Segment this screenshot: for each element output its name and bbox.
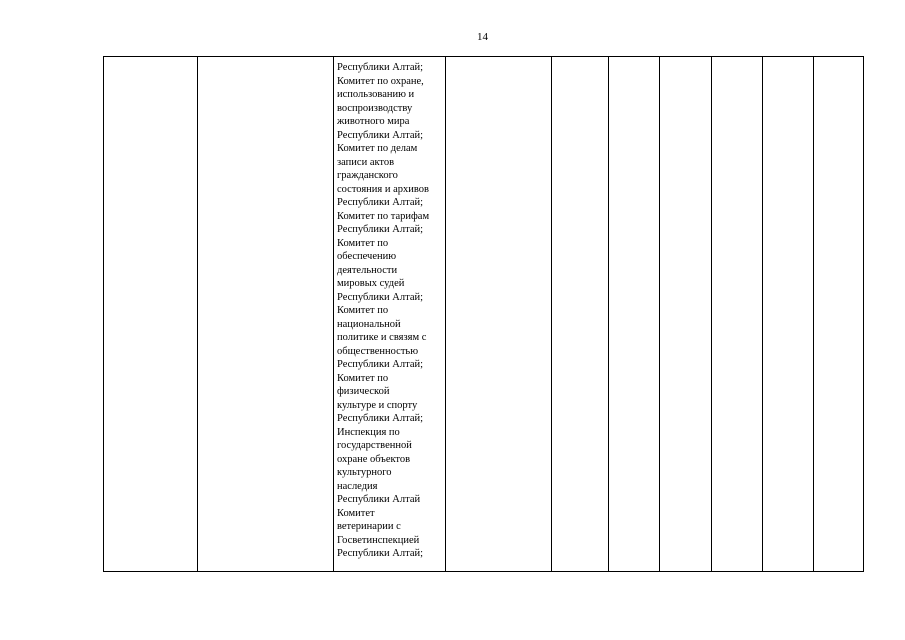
cell-text-line: Республики Алтай [337, 494, 421, 505]
cell-text-line: охране объектов [337, 453, 411, 465]
table-row [104, 57, 864, 572]
cell-text-line: Республики Алтай; [337, 548, 424, 559]
cell-text-line: ветеринарии с [337, 521, 401, 532]
cell-text-line: животного мира [337, 116, 410, 127]
cell-text-line: наследия [337, 480, 378, 492]
cell-text-line: физической [337, 386, 390, 397]
cell-text-line: Комитет по тарифам [337, 210, 430, 222]
cell-text-line: Республики Алтай; [337, 197, 424, 208]
table-cell-9 [763, 57, 814, 572]
cell-text-line: использованию и [337, 89, 415, 100]
document-table [103, 56, 864, 572]
cell-text-line: культуре и спорту [337, 399, 418, 411]
cell-text-line: обеспечению [337, 251, 397, 262]
table-cell-1 [104, 57, 198, 572]
responsible-executors-text [334, 57, 445, 561]
cell-text-line: Комитет по охране, [337, 75, 424, 87]
cell-text-line: Инспекция по [337, 426, 400, 438]
cell-text-line: Республики Алтай; [337, 62, 424, 73]
cell-text-line: Республики Алтай; [337, 359, 424, 370]
cell-text-line: Республики Алтай; [337, 224, 424, 235]
cell-text-line: Республики Алтай; [337, 129, 424, 141]
cell-text-line: Госветинспекцией [337, 534, 420, 546]
cell-text-line: Комитет по [337, 372, 389, 384]
cell-text-line: воспроизводству [337, 102, 413, 114]
table-cell-5 [552, 57, 609, 572]
table-cell-8 [712, 57, 763, 572]
table-cell-6 [609, 57, 660, 572]
cell-text-line: деятельности [337, 264, 398, 276]
table-cell-responsible [334, 57, 446, 572]
cell-text-line: государственной [337, 440, 412, 451]
table-cell-10 [814, 57, 864, 572]
cell-text-line: Республики Алтай; [337, 291, 424, 303]
cell-text-line: Комитет по [337, 305, 389, 316]
cell-text-line: мировых судей [337, 278, 405, 289]
table-cell-2 [198, 57, 334, 572]
table-cell-4 [446, 57, 552, 572]
cell-text-line: записи актов [337, 156, 395, 168]
cell-text-line: культурного [337, 467, 392, 478]
cell-text-line: Комитет по [337, 237, 389, 249]
cell-text-line: гражданского [337, 170, 398, 181]
cell-text-line: Республики Алтай; [337, 413, 424, 424]
cell-text-line: общественностью [337, 345, 419, 357]
page-number: 14 [477, 31, 488, 43]
cell-text-line: национальной [337, 318, 401, 330]
cell-text-line: политике и связям с [337, 332, 427, 343]
cell-text-line: состояния и архивов [337, 183, 429, 195]
table-cell-7 [660, 57, 712, 572]
cell-text-line: Комитет по делам [337, 143, 418, 154]
cell-text-line: Комитет [337, 507, 375, 519]
